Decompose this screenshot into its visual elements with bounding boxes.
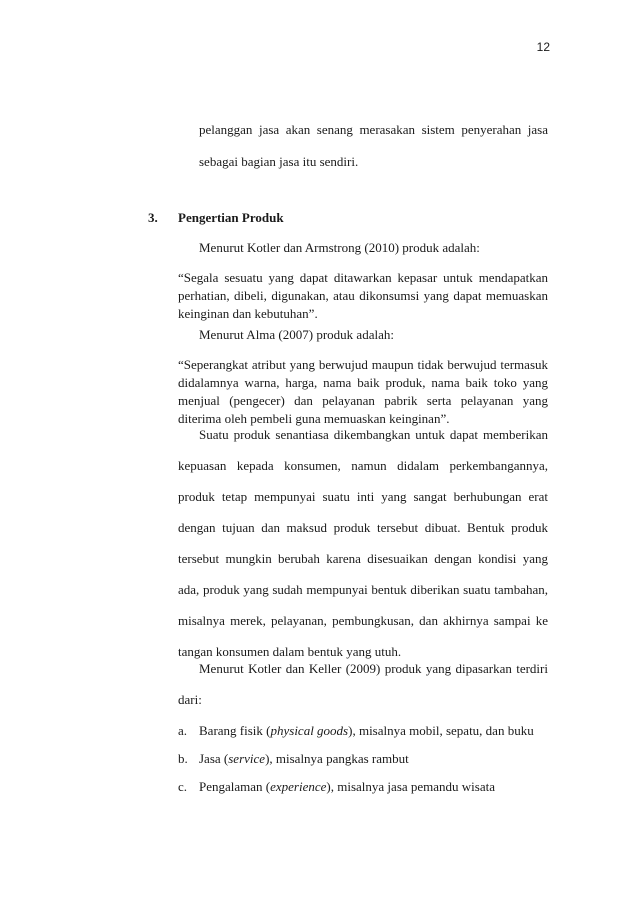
quote-2-line-4: diterima oleh pembeli guna memuaskan keinginan”. xyxy=(178,411,450,426)
intro-kotler-armstrong: Menurut Kotler dan Armstrong (2010) produk adalah: xyxy=(199,240,480,255)
continuation-line-1: pelanggan jasa akan senang merasakan sistem penyerahan jasa xyxy=(199,122,548,137)
paragraph-line: Suatu produk senantiasa dikembangkan untuk dapat memberikan xyxy=(199,427,548,442)
quote-kotler-armstrong xyxy=(178,269,548,323)
list-item-text: ), misalnya pangkas rambut xyxy=(265,751,409,766)
section-number: 3. xyxy=(148,210,158,225)
intro-alma: Menurut Alma (2007) produk adalah: xyxy=(199,327,394,342)
quote-2-line-3: menjual (pengecer) dan pelayanan pabrik serta pelayanan yang xyxy=(178,393,548,408)
paragraph-line: tangan konsumen dalam bentuk yang utuh. xyxy=(178,644,402,659)
list-item-text: ), misalnya jasa pemandu wisata xyxy=(326,779,496,794)
continuation-line-2: sebagai bagian jasa itu sendiri. xyxy=(199,154,359,169)
list-marker: b. xyxy=(178,751,188,766)
paragraph-line: kepuasan kepada konsumen, namun didalam perkembangannya, xyxy=(178,458,548,473)
quote-2-line-1: “Seperangkat atribut yang berwujud maupun tidak berwujud termasuk xyxy=(178,357,548,372)
list-item-text: Barang fisik ( xyxy=(199,723,271,738)
list-item-term: service xyxy=(228,751,266,766)
paragraph-line: misalnya merek, pelayanan, pembungkusan, dan akhirnya sampai ke xyxy=(178,613,548,628)
paragraph-line: dengan tujuan dan maksud produk tersebut dibuat. Bentuk produk xyxy=(178,520,548,535)
paragraph-line: produk tetap mempunyai suatu inti yang sangat berhubungan erat xyxy=(178,489,548,504)
list-item-text: Pengalaman ( xyxy=(199,779,271,794)
intro-kotler-keller-line-1: Menurut Kotler dan Keller (2009) produk yang dipasarkan terdiri xyxy=(199,661,548,676)
paragraph-line: ada, produk yang sudah mempunyai bentuk diberikan suatu tambahan, xyxy=(178,582,548,597)
list-item-text: ), misalnya mobil, sepatu, dan buku xyxy=(348,723,534,738)
list-marker: a. xyxy=(178,723,188,738)
page-number: 12 xyxy=(536,40,550,54)
list-item-text: Jasa ( xyxy=(199,751,229,766)
quote-1-line-2: perhatian, dibeli, digunakan, atau dikonsumsi yang dapat memuaskan xyxy=(178,288,548,303)
paragraph-line: tersebut mungkin berubah karena disesuaikan dengan kondisi yang xyxy=(178,551,548,566)
quote-1-line-1: “Segala sesuatu yang dapat ditawarkan kepasar untuk mendapatkan xyxy=(178,270,548,285)
list-item-term: experience xyxy=(270,779,327,794)
list-marker: c. xyxy=(178,779,188,794)
quote-2-line-2: didalamnya warna, harga, nama baik produk, nama baik toko yang xyxy=(178,375,548,390)
list-item-term: physical goods xyxy=(270,723,349,738)
list-item xyxy=(199,751,548,767)
quote-1-line-3: keinginan dan kebutuhan”. xyxy=(178,306,318,321)
quote-alma xyxy=(178,356,548,428)
list-item xyxy=(199,779,548,795)
list-item xyxy=(199,723,548,739)
intro-kotler-keller-line-2: dari: xyxy=(178,692,202,707)
section-title: Pengertian Produk xyxy=(178,210,284,225)
